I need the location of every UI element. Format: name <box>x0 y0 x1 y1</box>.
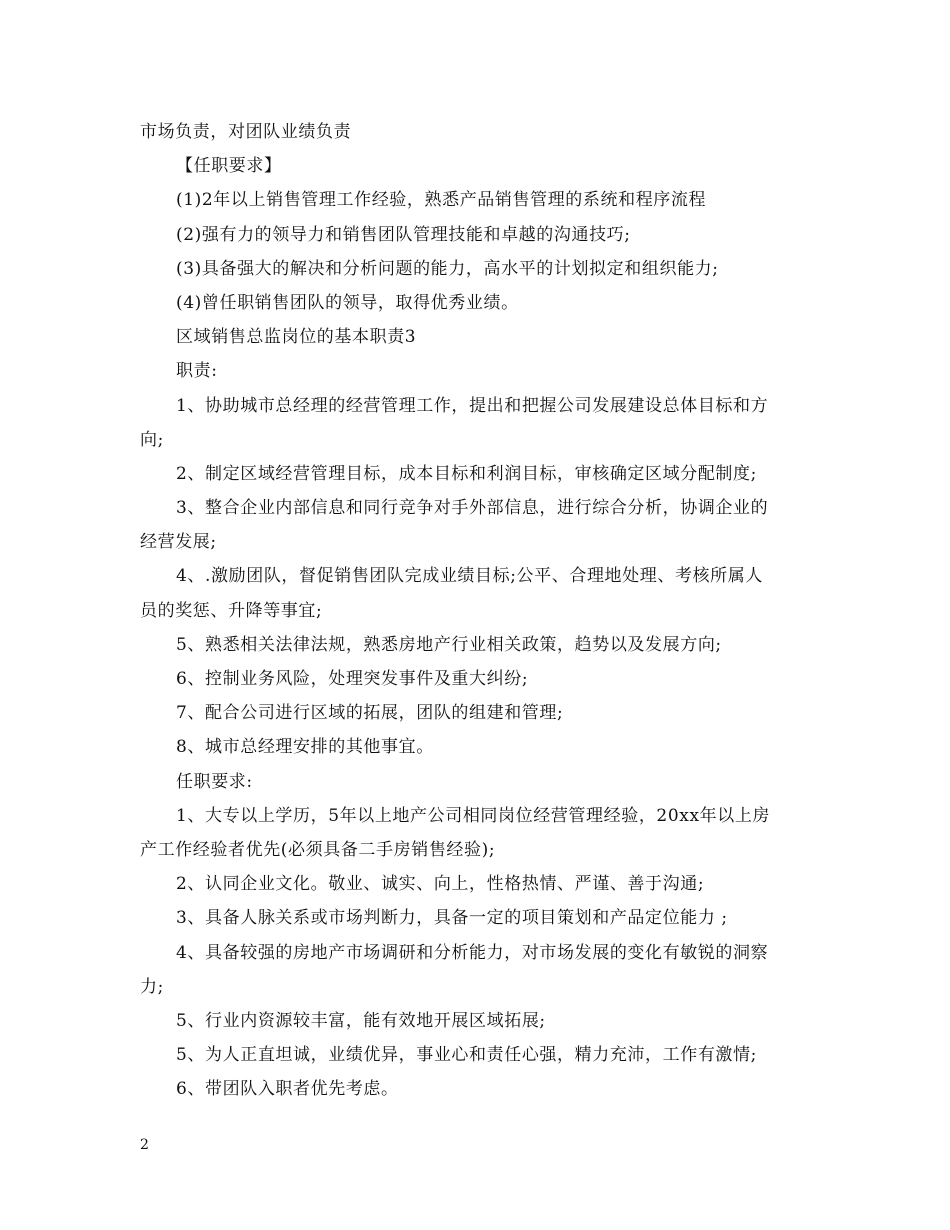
text-line: (2)强有力的领导力和销售团队管理技能和卓越的沟通技巧; <box>176 224 631 245</box>
text-line: (3)具备强大的解决和分析问题的能力，高水平的计划拟定和组织能力; <box>176 258 719 279</box>
text-line: 5、行业内资源较丰富，能有效地开展区域拓展; <box>176 1010 546 1031</box>
text-line: 7、配合公司进行区域的拓展，团队的组建和管理; <box>176 703 564 724</box>
page-number: 2 <box>140 1137 149 1153</box>
text-line: 6、控制业务风险，处理突发事件及重大纠纷; <box>176 669 529 689</box>
text-line: 4、具备较强的房地产市场调研和分析能力，对市场发展的变化有敏锐的洞察 <box>176 942 769 963</box>
text-line: 6、带团队入职者优先考虑。 <box>176 1079 399 1100</box>
text-line: 5、为人正直坦诚，业绩优异，事业心和责任心强，精力充沛，工作有激情; <box>176 1045 757 1066</box>
text-line: 3、具备人脉关系或市场判断力，具备一定的项目策划和产品定位能力 ; <box>176 908 728 929</box>
text-line: (4)曾任职销售团队的领导，取得优秀业绩。 <box>176 292 519 313</box>
text-line: (1)2年以上销售管理工作经验，熟悉产品销售管理的系统和程序流程 <box>176 190 707 211</box>
text-line: 产工作经验者优先(必须具备二手房销售经验); <box>140 839 496 860</box>
text-line: 8、城市总经理安排的其他事宜。 <box>176 737 434 758</box>
section-heading: 职责: <box>176 361 218 382</box>
text-line: 3、整合企业内部信息和同行竞争对手外部信息，进行综合分析，协调企业的 <box>176 498 769 519</box>
document-body <box>140 115 820 1106</box>
text-line: 5、熟悉相关法律法规，熟悉房地产行业相关政策，趋势以及发展方向; <box>176 634 722 655</box>
text-line: 经营发展; <box>140 532 217 553</box>
text-line: 2、制定区域经营管理目标，成本目标和利润目标，审核确定区域分配制度; <box>176 463 757 484</box>
text-line: 2、认同企业文化。敬业、诚实、向上，性格热情、严谨、善于沟通; <box>176 874 705 895</box>
text-line: 力; <box>140 976 164 997</box>
text-line: 员的奖惩、升降等事宜; <box>140 600 323 621</box>
section-heading: 任职要求: <box>176 771 253 792</box>
text-line: 市场负责，对团队业绩负责 <box>140 122 352 142</box>
text-line: 1、协助城市总经理的经营管理工作，提出和把握公司发展建设总体目标和方 <box>176 395 769 416</box>
section-heading: 区域销售总监岗位的基本职责3 <box>176 327 417 348</box>
text-line: 向; <box>140 429 164 450</box>
section-heading: 【任职要求】 <box>176 156 282 177</box>
text-line: 4、.激励团队，督促销售团队完成业绩目标;公平、合理地处理、考核所属人 <box>176 566 763 587</box>
text-line: 1、大专以上学历，5年以上地产公司相同岗位经营管理经验，20xx年以上房 <box>176 805 771 826</box>
